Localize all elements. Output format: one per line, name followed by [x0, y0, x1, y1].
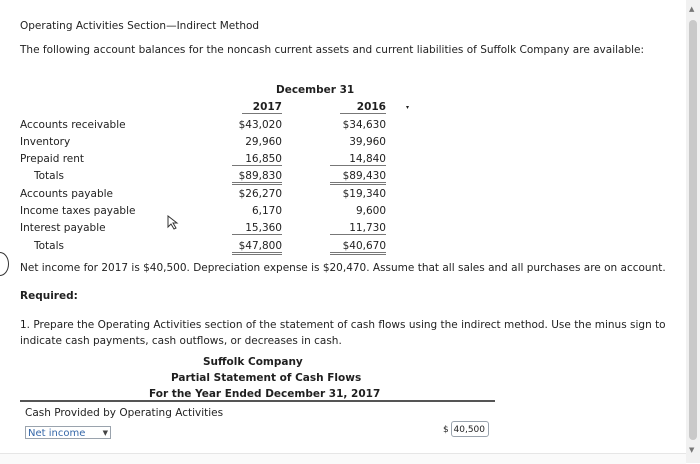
- net-income-select[interactable]: [25, 426, 111, 439]
- vertical-scrollbar[interactable]: [686, 0, 700, 463]
- dropdown-marker: ▾: [406, 104, 410, 111]
- row-2017-value: 6,170: [251, 205, 282, 217]
- row-2016-value: $19,340: [342, 188, 386, 200]
- required-heading: Required:: [20, 290, 78, 302]
- row-2017-value: 15,360: [232, 222, 282, 235]
- totals-label: Totals: [34, 170, 64, 182]
- row-2016-value: 9,600: [355, 205, 386, 217]
- scroll-up-icon[interactable]: ▲: [689, 5, 695, 13]
- next-row-strip: [0, 453, 686, 464]
- question-1-line-1: 1. Prepare the Operating Activities section of the statement of cash flows using the indirect method. Use the minus sign to: [20, 319, 666, 331]
- totals-2017-value: $89,830: [232, 170, 282, 185]
- row-label: Interest payable: [20, 222, 106, 234]
- totals-label: Totals: [34, 240, 64, 252]
- scroll-down-icon[interactable]: ▼: [689, 446, 695, 454]
- row-2017-value: 29,960: [245, 136, 282, 148]
- section-label: Cash Provided by Operating Activities: [25, 407, 224, 419]
- net-income-select-value: Net income: [28, 428, 86, 439]
- row-2016-value: $34,630: [342, 119, 386, 131]
- row-2017-value: $43,020: [238, 119, 282, 131]
- net-income-amount-input[interactable]: 40,500: [451, 421, 489, 437]
- scrollbar-thumb[interactable]: [689, 20, 697, 440]
- net-income-note: Net income for 2017 is $40,500. Depreciation expense is $20,470. Assume that all sales and all purchases are on account.: [20, 262, 666, 274]
- left-bracket-decoration: [0, 252, 9, 276]
- mouse-pointer-icon: [166, 215, 180, 231]
- row-2016-value: 39,960: [349, 136, 386, 148]
- row-2017-value: $26,270: [238, 188, 282, 200]
- row-2016-value: 11,730: [330, 222, 386, 235]
- row-2017-value: 16,850: [232, 153, 282, 166]
- currency-symbol: $: [443, 425, 449, 435]
- row-label: Prepaid rent: [20, 153, 85, 165]
- page-title: Operating Activities Section—Indirect Method: [20, 20, 260, 32]
- statement-period: For the Year Ended December 31, 2017: [149, 388, 381, 400]
- question-1-line-2: indicate cash payments, cash outflows, or decreases in cash.: [20, 335, 342, 347]
- col-header-2017: 2017: [242, 101, 282, 114]
- totals-2016-value: $40,670: [330, 240, 386, 255]
- intro-text: The following account balances for the noncash current assets and current liabilities of Suffolk Company are available:: [20, 44, 645, 56]
- row-label: Income taxes payable: [20, 205, 136, 217]
- col-header-2016: 2016: [340, 101, 386, 114]
- row-label: Accounts payable: [20, 188, 113, 200]
- totals-2017-value: $47,800: [232, 240, 282, 255]
- december-31-header: December 31: [276, 84, 355, 96]
- statement-rule: [20, 400, 495, 402]
- row-label: Accounts receivable: [20, 119, 126, 131]
- statement-subtitle: Partial Statement of Cash Flows: [171, 372, 362, 384]
- totals-2016-value: $89,430: [330, 170, 386, 185]
- statement-company: Suffolk Company: [203, 356, 303, 368]
- row-label: Inventory: [20, 136, 71, 148]
- row-2016-value: 14,840: [330, 153, 386, 166]
- chevron-down-icon: ▼: [102, 429, 108, 437]
